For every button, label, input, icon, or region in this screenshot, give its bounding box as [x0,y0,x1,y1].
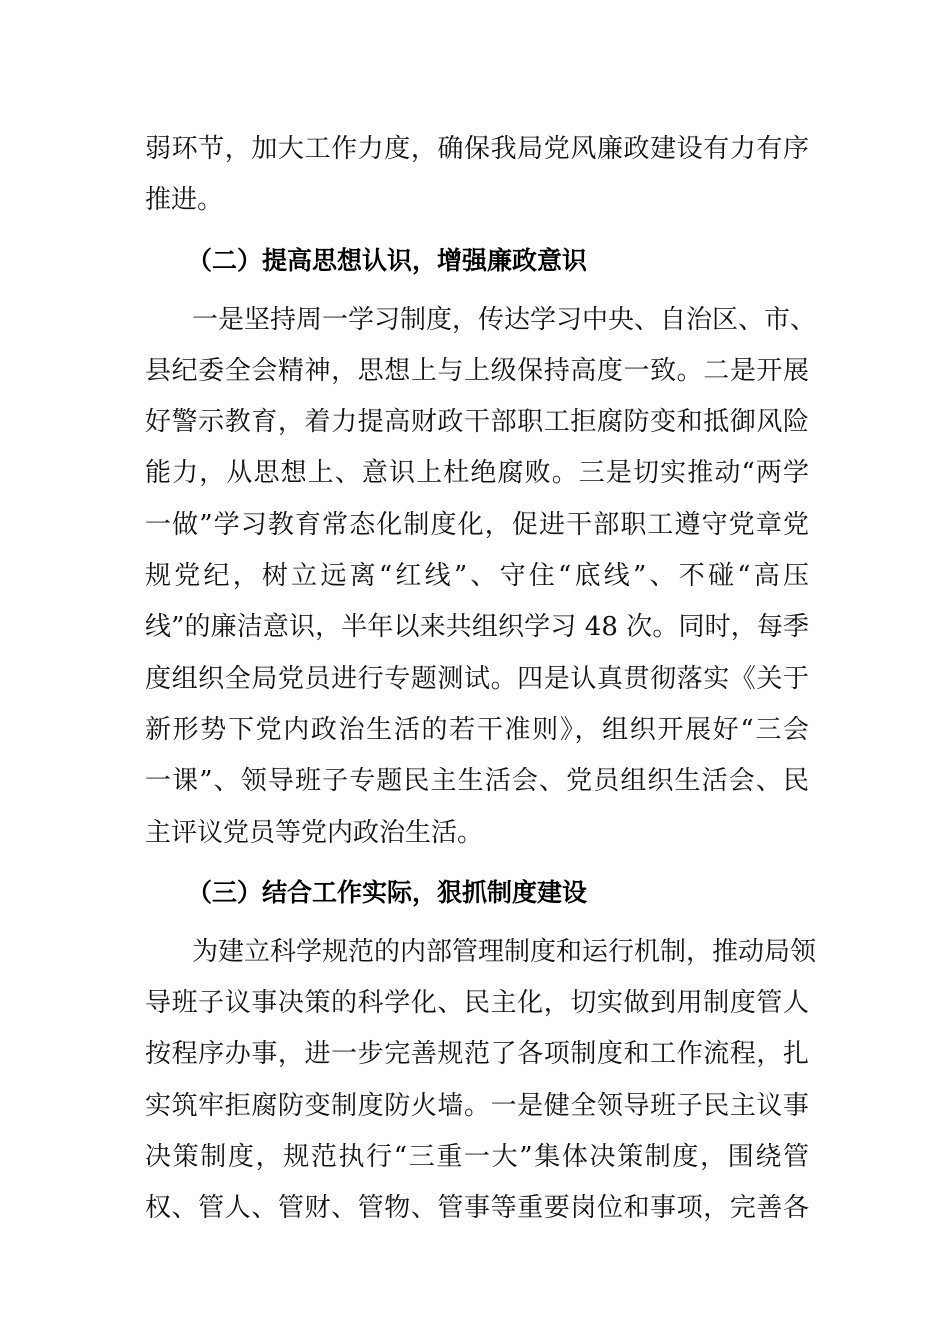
text-line: 决策制度，规范执行“三重一大”集体决策制度，围绕管 [145,1142,809,1173]
text-line: 一做”学习教育常态化制度化，促进干部职工遵守党章党 [145,509,809,540]
text-line: 导班子议事决策的科学化、民主化，切实做到用制度管人 [145,988,809,1019]
paragraph-1 [145,124,809,227]
text-line: 好警示教育，着力提高财政干部职工拒腐防变和抵御风险 [145,407,809,438]
text-line: 新形势下党内政治生活的若干准则》，组织开展好“三会 [145,714,809,745]
text-line: 一课”、领导班子专题民主生活会、党员组织生活会、民 [145,766,809,797]
text-line: 为建立科学规范的内部管理制度和运行机制，推动局领 [192,936,817,967]
text-line: 权、管人、管财、管物、管事等重要岗位和事项，完善各 [145,1193,809,1224]
text-line: 主评议党员等党内政治生活。 [145,817,484,848]
section-heading-3: （三）结合工作实际，狠抓制度建设 [187,877,588,907]
text-line: 一是坚持周一学习制度，传达学习中央、自治区、市、 [192,304,817,335]
text-line: 实筑牢拒腐防变制度防火墙。一是健全领导班子民主议事 [145,1090,809,1121]
text-line: 弱环节，加大工作力度，确保我局党风廉政建设有力有序 [145,134,809,164]
document-body [145,124,817,1235]
text-line: 县纪委全会精神，思想上与上级保持高度一致。二是开展 [145,355,809,386]
text-line: 度组织全局党员进行专题测试。四是认真贯彻落实《关于 [145,663,809,694]
text-line: 规党纪，树立远离“红线”、守住“底线”、不碰“高压 [145,561,809,592]
paragraph-3 [145,927,817,1235]
paragraph-2 [145,295,817,859]
text-line: 线”的廉洁意识，半年以来共组织学习 48 次。同时，每季 [145,612,809,643]
section-heading-2: （二）提高思想认识，增强廉政意识 [187,245,588,275]
text-line: 按程序办事，进一步完善规范了各项制度和工作流程，扎 [145,1039,809,1070]
text-line: 能力，从思想上、意识上杜绝腐败。三是切实推动“两学 [145,458,809,489]
text-line: 推进。 [145,185,224,216]
